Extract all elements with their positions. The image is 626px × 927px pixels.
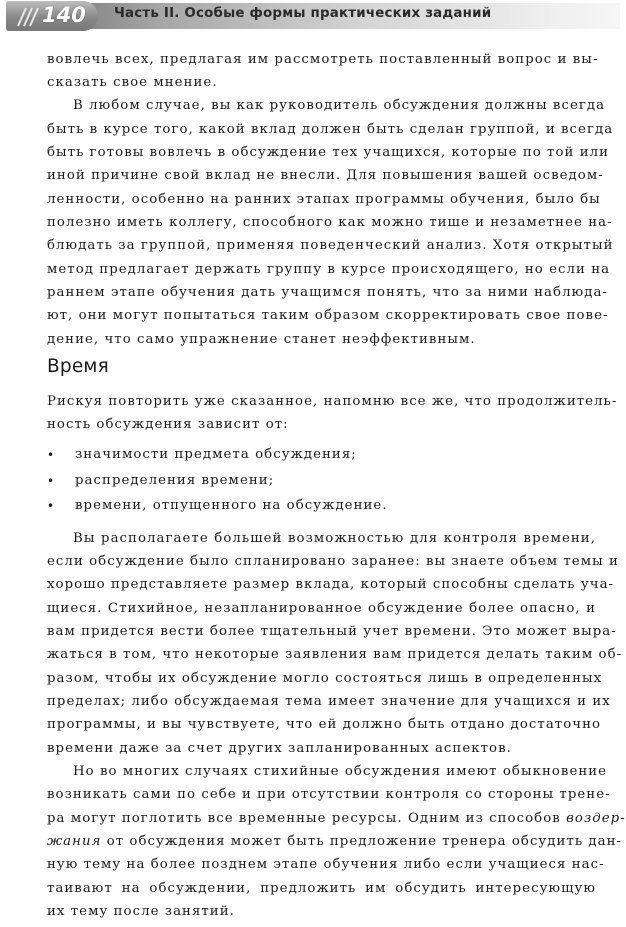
bullet-marker: • (47, 498, 55, 513)
text-line: программы, и вы чувствуете, что ей должно быть отдано достаточно (47, 717, 602, 733)
bullet-item: времени, отпущенного на обсуждение. (75, 497, 388, 513)
text-line: раннем этапе обучения дать учащимся понять, что за ними наблюда- (47, 284, 608, 300)
text-line: времени даже за счет других запланированных аспектов. (47, 740, 512, 756)
text-line: иной причине свой вклад не внесли. Для повышения вашей осведом- (47, 168, 604, 184)
text-line: вовлечь всех, предлагая им рассмотреть поставленный вопрос и вы- (47, 51, 599, 67)
text-line: щиеся. Стихийное, незапланированное обсуждение более опасно, и (47, 600, 596, 616)
text-line: возникать сами по себе и при отсутствии контроля со стороны трене- (47, 787, 611, 803)
text-line: если обсуждение было спланировано заранее: вы знаете объем темы и (47, 554, 619, 570)
bullet-marker: • (47, 473, 55, 488)
bullet-item: распределения времени; (75, 472, 275, 488)
text-run: от обсуждения может быть предложение тренера обсудить дан- (101, 834, 623, 850)
text-line: В любом случае, вы как руководитель обсуждения должны всегда (73, 98, 606, 114)
text-line: вам придется вести более тщательный учет времени. Это может выра- (47, 624, 617, 640)
italic-term: жания (47, 834, 102, 850)
text-line: сказать свое мнение. (47, 74, 218, 90)
text-line: хорошо представляете размер вклада, который способны сделать уча- (47, 577, 615, 593)
text-line: жаться в том, что некоторые заявления вам придется делать таким об- (47, 647, 623, 663)
text-line: таивают на обсуждении, предложить им обсудить интересующую (47, 880, 596, 896)
text-line (47, 830, 623, 854)
bullet-item: значимости предмета обсуждения; (75, 447, 357, 463)
text-line: дение, что само упражнение станет неэффективным. (47, 331, 476, 347)
text-line: ленности, особенно на ранних этапах программы обучения, было бы (47, 191, 601, 207)
text-line: полезно иметь коллегу, способного как можно тише и незаметнее на- (47, 214, 613, 230)
text-line (47, 807, 626, 831)
text-line: Но во многих случаях стихийные обсуждения имеют обыкновение (73, 764, 608, 780)
running-head: Часть II. Особые формы практических заданий (114, 6, 492, 21)
page-number-badge (6, 1, 98, 31)
text-line: их тему после занятий. (47, 904, 235, 920)
text-line: пределах; либо обсуждаемая тема имеет значение для учащихся и их (47, 694, 611, 710)
text-line: ную тему на более позднем этапе обучения либо если учащиеся нас- (47, 857, 605, 873)
bullet-marker: • (47, 448, 55, 463)
text-line: ют, они могут попытаться таким образом скорректировать свое пове- (47, 308, 609, 324)
page-header (0, 0, 620, 34)
text-line: метод предлагает держать группу в курсе происходящего, но если на (47, 261, 611, 277)
text-line: Вы располагаете большей возможностью для контроля времени, (73, 530, 596, 546)
text-run: ра могут поглотить все временные ресурсы. Одним из способов (47, 810, 567, 826)
text-line: быть готовы вовлечь в обсуждение тех учащихся, которые по той или (47, 144, 610, 160)
section-heading: Время (47, 355, 109, 377)
text-line: быть в курсе того, какой вклад должен быть сделан группой, и всегда (47, 121, 614, 137)
text-line: разом, чтобы их обсуждение могло состояться лишь в определенных (47, 670, 603, 686)
text-line: блюдать за группой, применяя поведенческий анализ. Хотя открытый (47, 238, 614, 254)
text-line: ность обсуждения зависит от: (47, 417, 289, 433)
italic-term: воздер- (566, 810, 626, 826)
page-number: 140 (42, 3, 86, 27)
text-line: Рискуя повторить уже сказанное, напомню все же, что продолжитель- (47, 393, 618, 409)
stripes-icon (16, 6, 42, 28)
